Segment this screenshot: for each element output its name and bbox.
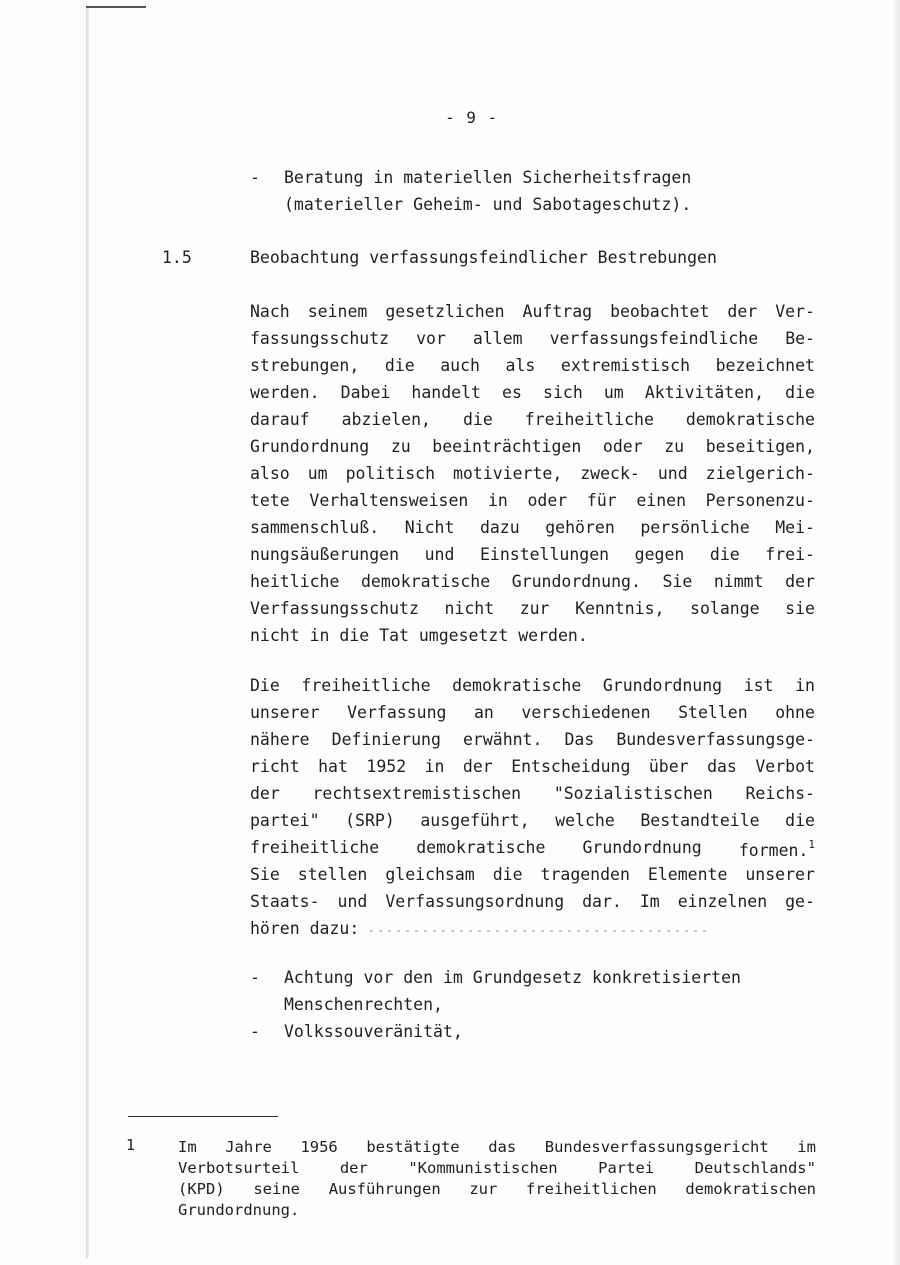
- text-line: unserer Verfassung an verschiedenen Stellen ohne: [250, 703, 815, 722]
- text-line: freiheitliche demokratische Grundordnung formen.$^1$: [250, 838, 815, 860]
- text-line: nicht in die Tat umgesetzt werden.: [250, 626, 588, 645]
- text-line: partei" (SRP) ausgeführt, welche Bestandteile die: [250, 811, 815, 830]
- list-item-line: Volkssouveränität,: [284, 1022, 463, 1041]
- bullet-marker: -: [250, 168, 260, 187]
- text-line: Nach seinem gesetzlichen Auftrag beobachtet der Ver-: [250, 302, 815, 321]
- list-item-marker: -: [250, 1022, 260, 1041]
- section-title: Beobachtung verfassungsfeindlicher Bestrebungen: [250, 248, 717, 267]
- scan-edge-right: [890, 0, 900, 1265]
- list-item-line: Menschenrechten,: [284, 995, 443, 1014]
- text-line: sammenschluß. Nicht dazu gehören persönliche Mei-: [250, 518, 815, 537]
- bullet-text-line: (materieller Geheim- und Sabotageschutz).: [284, 195, 692, 214]
- text-line: Staats- und Verfassungsordnung dar. Im einzelnen ge-: [250, 892, 815, 911]
- list-item-line: Achtung vor den im Grundgesetz konkretisierten: [284, 968, 741, 987]
- text-line: strebungen, die auch als extremistisch bezeichnet: [250, 356, 815, 375]
- scan-artifact-dots: [370, 930, 710, 932]
- text-line: richt hat 1952 in der Entscheidung über das Verbot: [250, 757, 815, 776]
- text-line: Die freiheitliche demokratische Grundordnung ist in: [250, 676, 815, 695]
- list-item-marker: -: [250, 968, 260, 987]
- text-line: Verfassungsschutz nicht zur Kenntnis, solange sie: [250, 599, 815, 618]
- scan-edge-top: [86, 6, 146, 8]
- text-line: heitliche demokratische Grundordnung. Sie nimmt der: [250, 572, 815, 591]
- footnote-line: Im Jahre 1956 bestätigte das Bundesverfassungsgericht im: [178, 1138, 816, 1156]
- footnote-marker: 1: [126, 1136, 136, 1154]
- text-line: der rechtsextremistischen "Sozialistischen Reichs-: [250, 784, 815, 803]
- text-line: werden. Dabei handelt es sich um Aktivitäten, die: [250, 383, 815, 402]
- text-line: fassungsschutz vor allem verfassungsfeindliche Be-: [250, 329, 815, 348]
- section-number: 1.5: [162, 248, 192, 267]
- page-number: - 9 -: [445, 108, 499, 127]
- footnote-line: Grundordnung.: [178, 1201, 300, 1219]
- text-line: also um politisch motivierte, zweck- und zielgerich-: [250, 464, 815, 483]
- footnote-line: Verbotsurteil der "Kommunistischen Partei Deutschlands": [178, 1159, 816, 1177]
- text-line: Sie stellen gleichsam die tragenden Elemente unserer: [250, 865, 815, 884]
- footnote-divider: [128, 1116, 278, 1117]
- text-line: darauf abzielen, die freiheitliche demokratische: [250, 410, 815, 429]
- text-line: tete Verhaltensweisen in oder für einen Personenzu-: [250, 491, 815, 510]
- bullet-text-line: Beratung in materiellen Sicherheitsfragen: [284, 168, 692, 187]
- text-line: nähere Definierung erwähnt. Das Bundesverfassungsge-: [250, 730, 815, 749]
- footnote-line: (KPD) seine Ausführungen zur freiheitlichen demokratischen: [178, 1180, 816, 1198]
- footnote-reference: 1: [808, 838, 815, 851]
- text-line: nungsäußerungen und Einstellungen gegen die frei-: [250, 545, 815, 564]
- text-line: hören dazu:: [250, 919, 360, 938]
- text-line: Grundordnung zu beeinträchtigen oder zu beseitigen,: [250, 437, 815, 456]
- scan-edge-left: [86, 8, 89, 1258]
